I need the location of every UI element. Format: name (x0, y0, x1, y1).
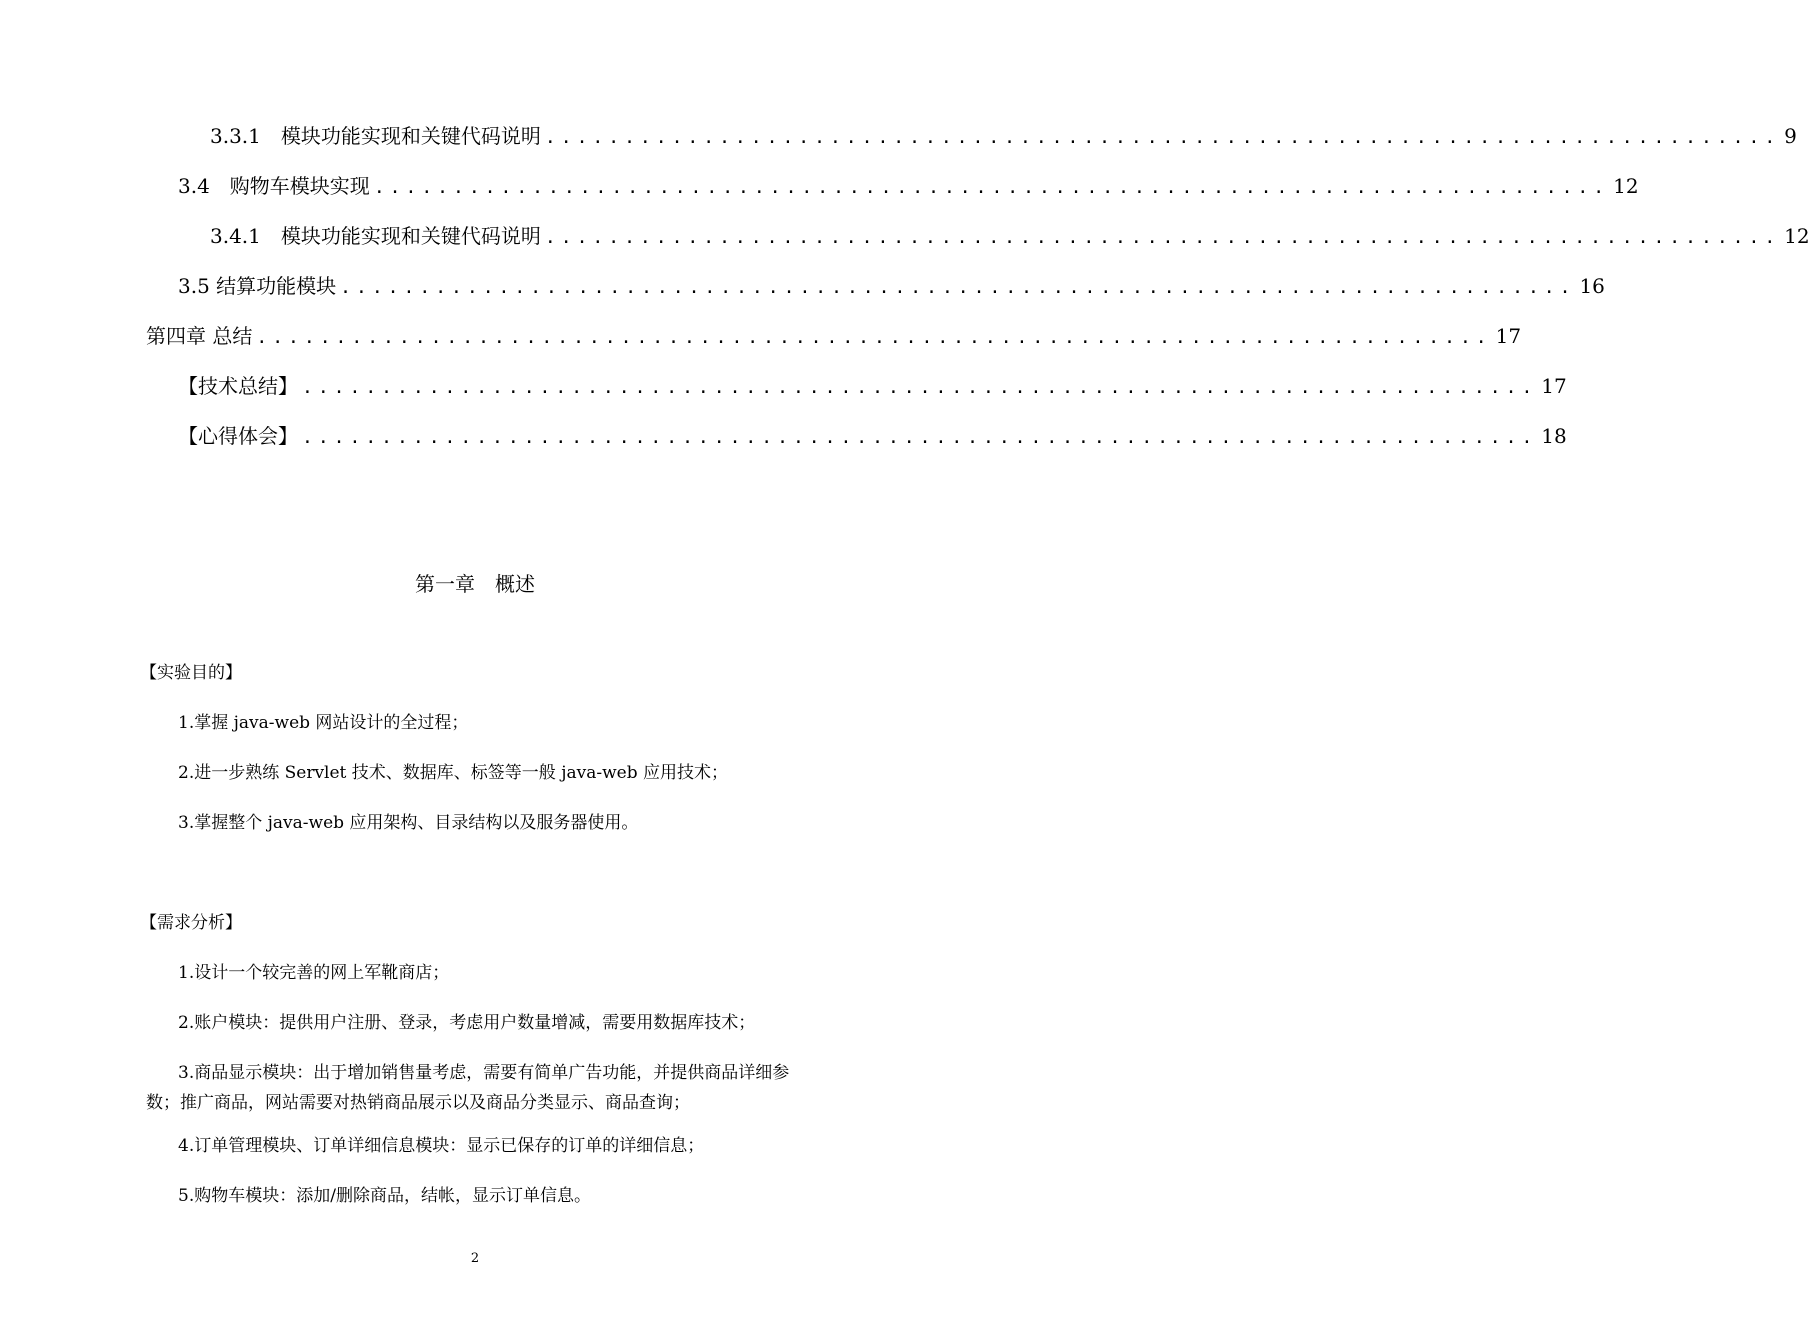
toc-dot-leader: .............................................................................. (340, 277, 1576, 298)
toc-entry[interactable] (178, 422, 1567, 452)
toc-dot-leader: .............................................................................. (256, 327, 1492, 348)
toc-entry-page: 9 (1784, 124, 1797, 148)
toc-dot-leader: .............................................................................. (302, 377, 1538, 398)
toc-entry-page: 12 (1613, 174, 1639, 198)
toc-entry-page: 12 (1784, 224, 1810, 248)
toc-entry-label: 3.5 结算功能模块 (178, 274, 337, 298)
list-item: 3.掌握整个 java-web 应用架构、目录结构以及服务器使用。 (178, 813, 639, 833)
list-item: 1.掌握 java-web 网站设计的全过程； (178, 713, 469, 733)
toc-entry-label: 3.4.1 模块功能实现和关键代码说明 (210, 224, 541, 248)
toc-entry-page: 17 (1541, 374, 1567, 398)
toc-entry[interactable] (146, 322, 1522, 352)
list-item: 1.设计一个较完善的网上军靴商店； (178, 963, 450, 983)
toc-entry-label: 【技术总结】 (178, 374, 298, 398)
list-item: 4.订单管理模块、订单详细信息模块：显示已保存的订单的详细信息； (178, 1136, 705, 1156)
list-item: 2.进一步熟练 Servlet 技术、数据库、标签等一般 java-web 应用技术； (178, 763, 728, 783)
toc-dot-leader: .............................................................................. (302, 427, 1538, 448)
toc-entry-label: 第四章 总结 (146, 324, 253, 348)
section-heading: 【实验目的】 (140, 663, 242, 683)
list-item: 5.购物车模块：添加/删除商品，结帐，显示订单信息。 (178, 1186, 591, 1206)
section-heading: 【需求分析】 (140, 913, 242, 933)
toc-entry[interactable] (210, 222, 1810, 252)
toc-entry-page: 16 (1579, 274, 1605, 298)
toc-dot-leader: .............................................................................. (373, 177, 1610, 198)
toc-dot-leader: .............................................................................. (544, 127, 1781, 148)
toc-entry-label: 【心得体会】 (178, 424, 298, 448)
toc-entry[interactable] (178, 272, 1605, 302)
toc-entry[interactable] (178, 172, 1639, 202)
toc-entry-page: 18 (1541, 424, 1567, 448)
toc-entry-page: 17 (1495, 324, 1522, 348)
toc-entry-label: 3.3.1 模块功能实现和关键代码说明 (210, 124, 541, 148)
toc-entry[interactable] (178, 372, 1567, 402)
toc-dot-leader: .............................................................................. (544, 227, 1781, 248)
toc-entry[interactable] (210, 122, 1797, 152)
page-number: 2 (470, 1251, 480, 1266)
list-item: 2.账户模块：提供用户注册、登录，考虑用户数量增减，需要用数据库技术； (178, 1013, 756, 1033)
toc-entry-label: 3.4 购物车模块实现 (178, 174, 370, 198)
chapter-title: 第一章 概述 (415, 572, 535, 596)
list-item: 3.商品显示模块：出于增加销售量考虑，需要有简单广告功能，并提供商品详细参数；推广商品，网站需要对热销商品展示以及商品分类显示、商品查询； (146, 1063, 790, 1113)
